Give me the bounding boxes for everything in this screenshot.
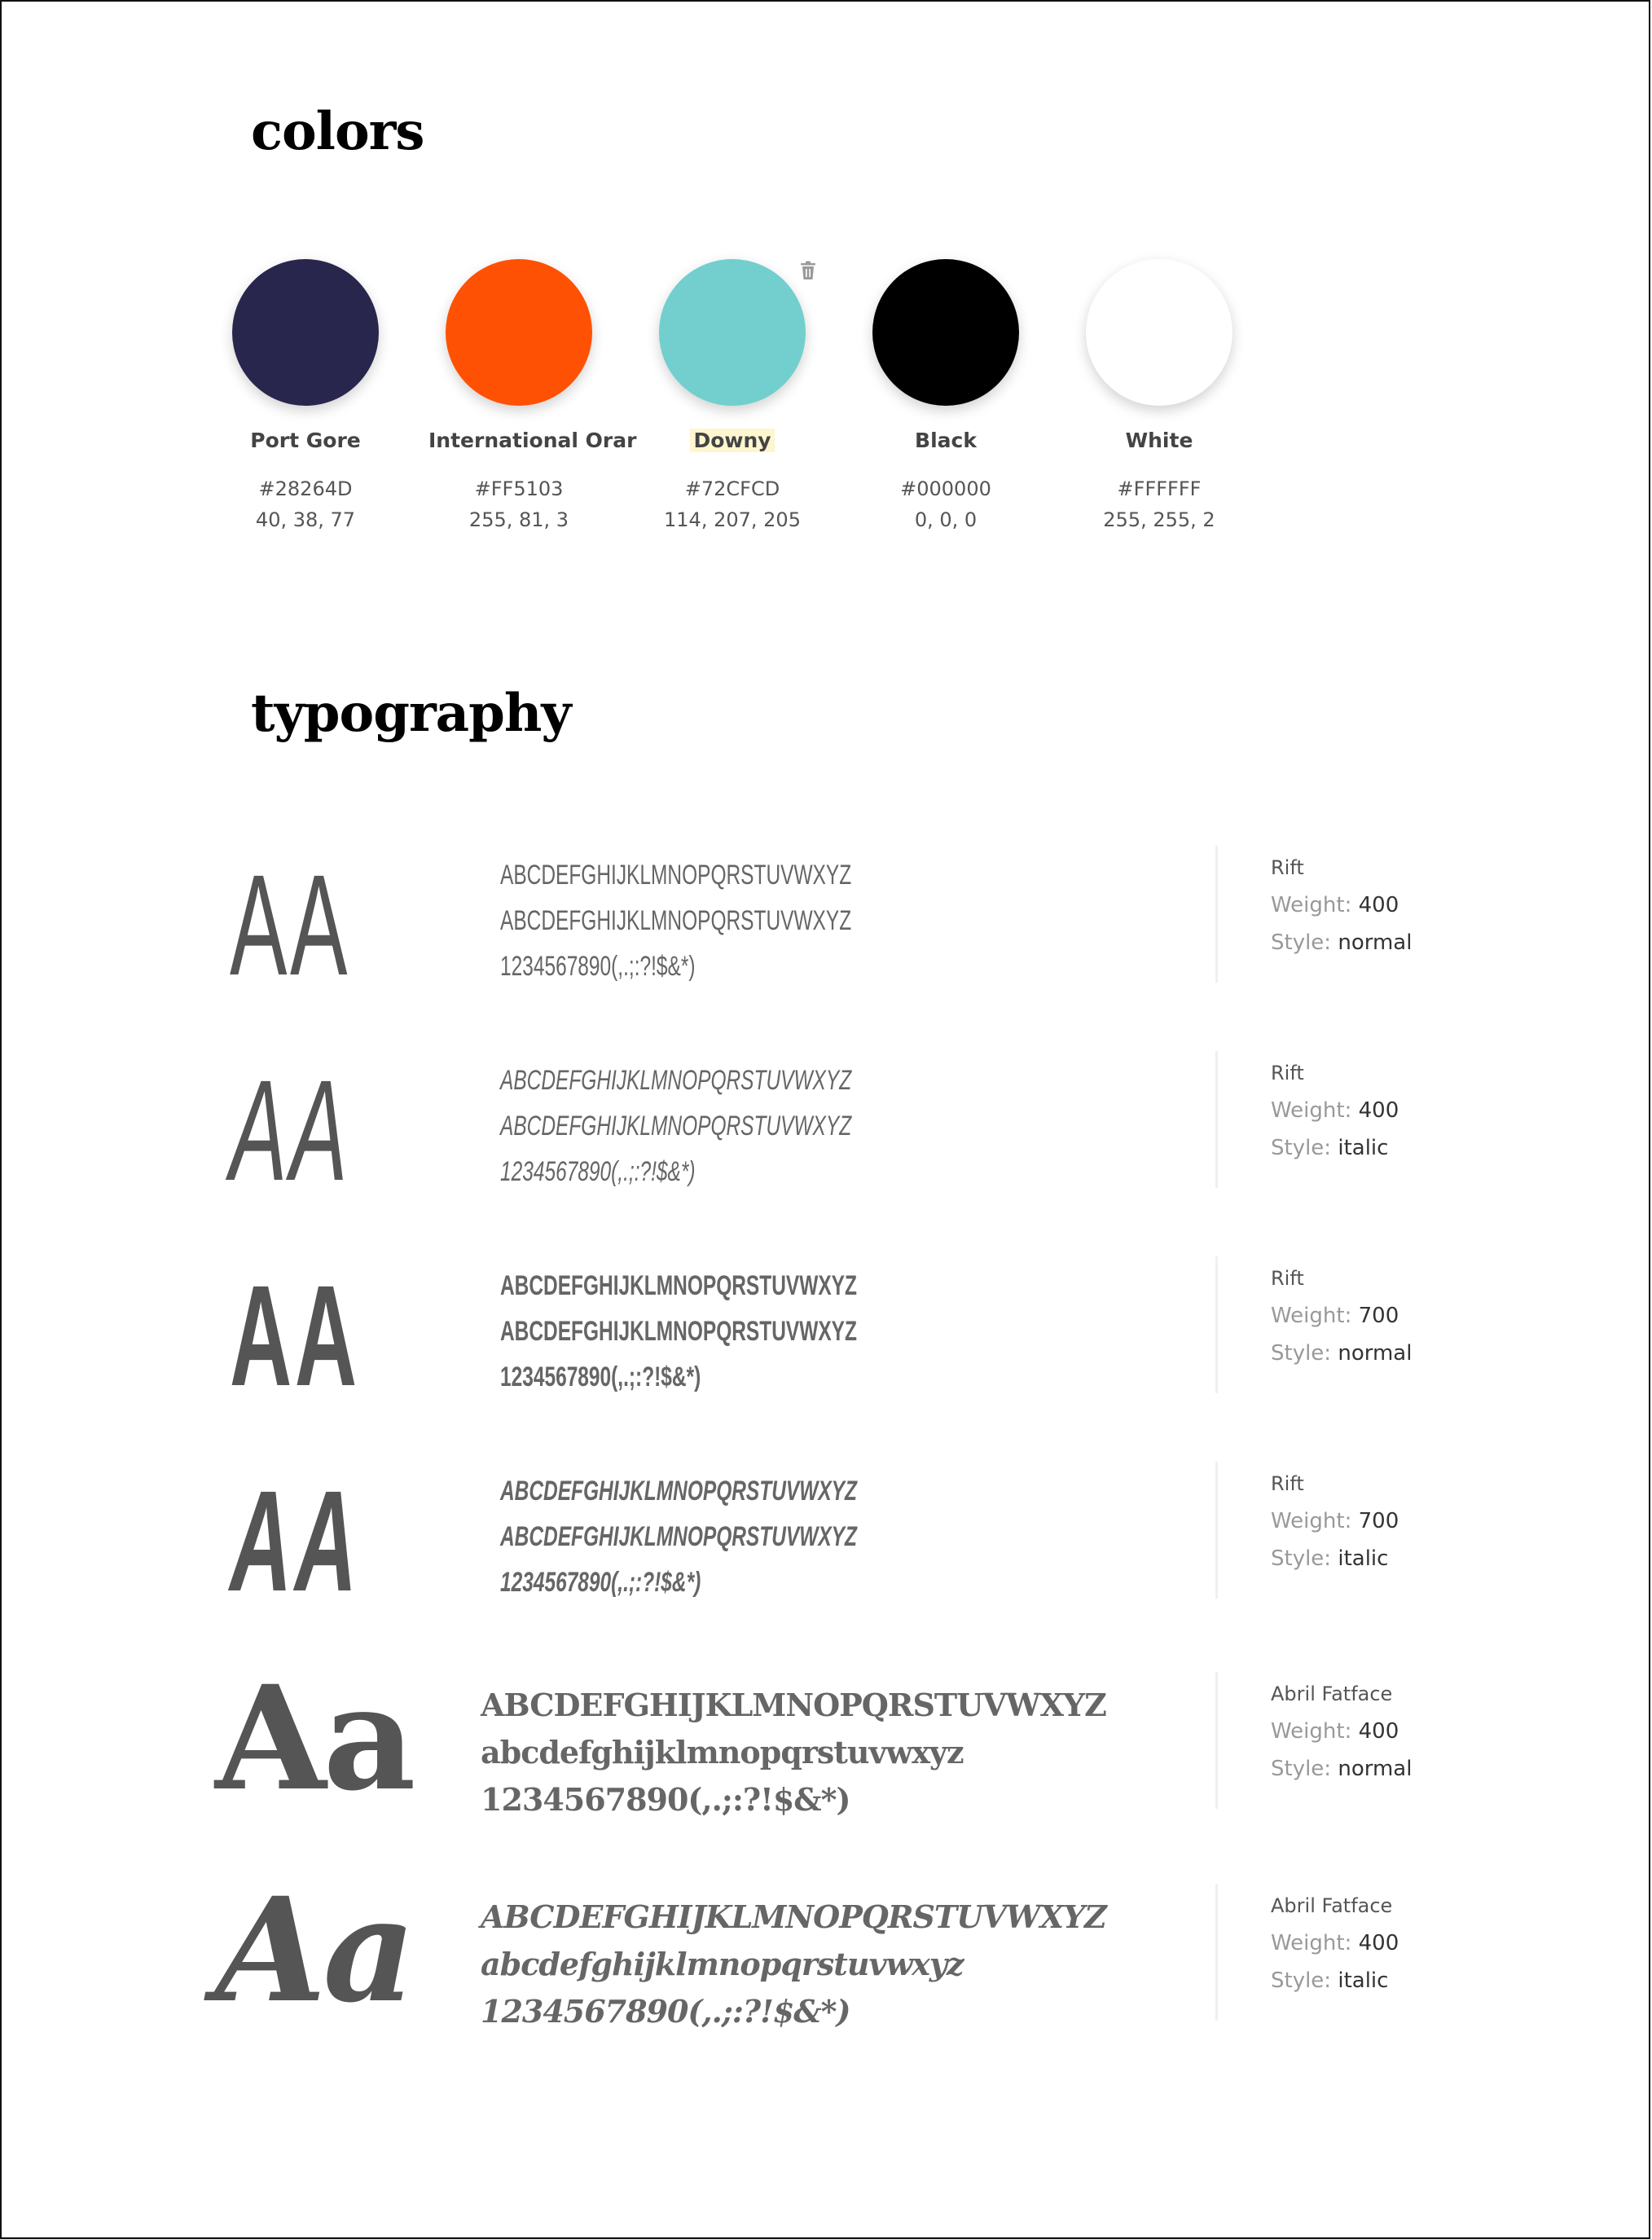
glyph-line: ABCDEFGHIJKLMNOPQRSTUVWXYZ — [481, 1687, 1106, 1723]
type-style-row — [2, 838, 1652, 1005]
font-family-name: Rift — [1271, 1472, 1304, 1495]
glyph-line: 1234567890(,.;:?!$&*) — [500, 1156, 696, 1187]
weight-value: 700 — [1358, 1509, 1399, 1533]
weight-label: Weight: — [1271, 1931, 1352, 1955]
color-swatch-white[interactable] — [1069, 254, 1282, 548]
glyph-line: ABCDEFGHIJKLMNOPQRSTUVWXYZ — [500, 905, 852, 936]
glyph-line: 1234567890(,.;:?!$&*) — [481, 1993, 850, 2030]
style-value: normal — [1338, 1757, 1413, 1781]
glyph-line: 1234567890(,.;:?!$&*) — [500, 1361, 701, 1392]
glyph-line: abcdefghijklmnopqrstuvwxyz — [481, 1734, 964, 1771]
color-hex: #28264D — [258, 477, 353, 500]
type-style-row — [2, 1043, 1652, 1211]
type-style-row — [2, 1866, 1652, 2034]
style-value: italic — [1338, 1968, 1389, 1993]
color-name[interactable]: Port Gore — [250, 429, 361, 452]
type-glyph-lines — [481, 1682, 1106, 1823]
font-weight — [1271, 1924, 1399, 1962]
type-sample-large: AA — [230, 1256, 360, 1416]
weight-label: Weight: — [1271, 893, 1352, 917]
color-name[interactable]: International Orar — [428, 429, 637, 452]
divider — [1215, 1051, 1218, 1188]
font-style — [1271, 1962, 1399, 1999]
type-meta — [1271, 1887, 1399, 1999]
type-style-row — [2, 1454, 1652, 1621]
style-value: italic — [1338, 1136, 1389, 1160]
glyph-line: ABCDEFGHIJKLMNOPQRSTUVWXYZ — [500, 1316, 857, 1347]
font-weight — [1271, 1502, 1399, 1540]
color-hex: #000000 — [900, 477, 991, 500]
weight-label: Weight: — [1271, 1304, 1352, 1328]
type-style-row — [2, 1654, 1652, 1823]
color-hex: #72CFCD — [684, 477, 780, 500]
color-circle[interactable] — [659, 259, 806, 406]
style-value: normal — [1338, 930, 1413, 955]
type-meta — [1271, 849, 1412, 961]
font-family-name: Rift — [1271, 856, 1304, 879]
type-sample-large: AA — [230, 846, 351, 1005]
glyph-line: 1234567890(,.;:?!$&*) — [481, 1781, 850, 1818]
weight-value: 700 — [1358, 1304, 1399, 1328]
color-rgb: 255, 81, 3 — [468, 508, 569, 531]
glyph-line: ABCDEFGHIJKLMNOPQRSTUVWXYZ — [500, 1521, 857, 1552]
trash-icon[interactable] — [800, 261, 816, 280]
font-style — [1271, 1750, 1412, 1788]
typography-section-title: typography — [251, 683, 571, 744]
color-name[interactable] — [642, 429, 823, 452]
style-label: Style: — [1271, 1968, 1332, 1993]
type-sample-large: Aa — [215, 1654, 413, 1823]
font-style — [1271, 924, 1412, 961]
type-sample-large: AA — [230, 1051, 351, 1211]
font-family-name: Abril Fatface — [1271, 1683, 1393, 1705]
color-swatch-list — [215, 254, 1215, 548]
glyph-line: ABCDEFGHIJKLMNOPQRSTUVWXYZ — [500, 1065, 852, 1096]
font-weight — [1271, 1713, 1412, 1750]
font-family-name: Abril Fatface — [1271, 1894, 1393, 1917]
weight-label: Weight: — [1271, 1098, 1352, 1123]
style-label: Style: — [1271, 930, 1332, 955]
color-name[interactable]: White — [1125, 429, 1193, 452]
type-meta — [1271, 1054, 1399, 1167]
type-glyph-lines — [500, 1468, 857, 1605]
glyph-line: ABCDEFGHIJKLMNOPQRSTUVWXYZ — [500, 860, 852, 891]
type-sample-large: AA — [230, 1462, 360, 1621]
glyph-line: abcdefghijklmnopqrstuvwxyz — [481, 1946, 964, 1982]
style-value: normal — [1338, 1341, 1413, 1366]
divider — [1215, 846, 1218, 983]
divider — [1215, 1884, 1218, 2021]
weight-value: 400 — [1358, 1931, 1399, 1955]
color-hex: #FFFFFF — [1117, 477, 1202, 500]
color-circle[interactable] — [446, 259, 592, 406]
font-family-name: Rift — [1271, 1062, 1304, 1084]
color-name[interactable]: Black — [915, 429, 977, 452]
font-family-name: Rift — [1271, 1267, 1304, 1290]
style-value: italic — [1338, 1546, 1389, 1571]
divider — [1215, 1462, 1218, 1599]
color-hex: #FF5103 — [474, 477, 564, 500]
type-glyph-lines — [481, 1894, 1106, 2035]
font-style — [1271, 1335, 1412, 1372]
font-weight — [1271, 1297, 1412, 1335]
type-glyph-lines — [500, 1058, 851, 1194]
color-rgb: 255, 255, 2 — [1103, 508, 1215, 531]
weight-label: Weight: — [1271, 1509, 1352, 1533]
type-meta — [1271, 1465, 1399, 1577]
glyph-line: ABCDEFGHIJKLMNOPQRSTUVWXYZ — [500, 1111, 852, 1141]
type-glyph-lines — [500, 1263, 857, 1400]
weight-value: 400 — [1358, 1098, 1399, 1123]
color-circle[interactable] — [232, 259, 379, 406]
glyph-line: ABCDEFGHIJKLMNOPQRSTUVWXYZ — [500, 1270, 857, 1301]
font-weight — [1271, 1092, 1399, 1129]
type-meta — [1271, 1260, 1412, 1372]
divider — [1215, 1256, 1218, 1393]
color-swatch-port-gore[interactable] — [215, 254, 428, 548]
font-weight — [1271, 886, 1412, 924]
weight-label: Weight: — [1271, 1719, 1352, 1744]
color-circle[interactable] — [872, 259, 1019, 406]
type-sample-large: Aa — [215, 1866, 413, 2034]
glyph-line: ABCDEFGHIJKLMNOPQRSTUVWXYZ — [481, 1898, 1106, 1935]
style-label: Style: — [1271, 1341, 1332, 1366]
glyph-line: ABCDEFGHIJKLMNOPQRSTUVWXYZ — [500, 1476, 857, 1507]
type-glyph-lines — [500, 852, 851, 989]
type-meta — [1271, 1675, 1412, 1788]
font-style — [1271, 1540, 1399, 1577]
color-name-text[interactable]: Downy — [690, 429, 774, 452]
colors-section-title: colors — [251, 101, 424, 162]
color-swatch-international-orange[interactable] — [428, 254, 642, 548]
style-label: Style: — [1271, 1757, 1332, 1781]
style-label: Style: — [1271, 1546, 1332, 1571]
style-label: Style: — [1271, 1136, 1332, 1160]
glyph-line: 1234567890(,.;:?!$&*) — [500, 951, 696, 982]
color-rgb: 114, 207, 205 — [664, 508, 801, 531]
divider — [1215, 1672, 1218, 1809]
color-rgb: 0, 0, 0 — [914, 508, 978, 531]
color-swatch-downy[interactable] — [642, 254, 855, 548]
color-swatch-black[interactable] — [855, 254, 1069, 548]
weight-value: 400 — [1358, 893, 1399, 917]
type-style-row — [2, 1248, 1652, 1416]
weight-value: 400 — [1358, 1719, 1399, 1744]
color-rgb: 40, 38, 77 — [255, 508, 356, 531]
glyph-line: 1234567890(,.;:?!$&*) — [500, 1567, 701, 1598]
font-style — [1271, 1129, 1399, 1167]
color-circle[interactable] — [1086, 259, 1232, 406]
